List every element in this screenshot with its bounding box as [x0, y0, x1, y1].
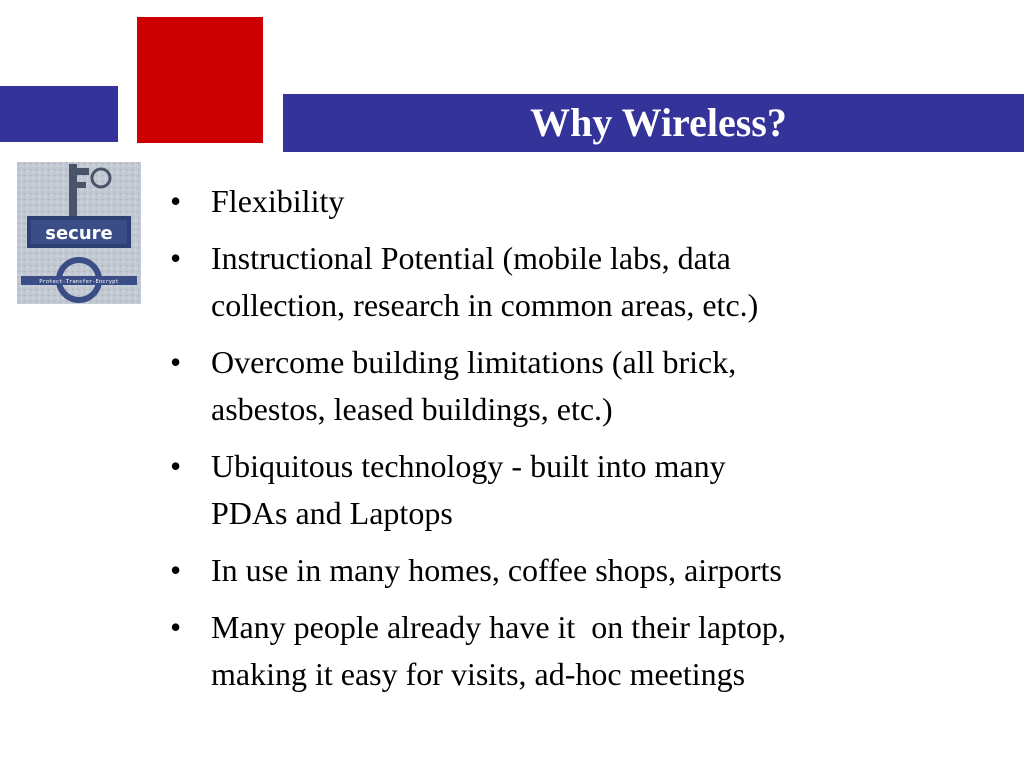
secure-logo [17, 162, 141, 304]
bullet-text-line: In use in many homes, coffee shops, airports [211, 552, 782, 588]
bullet-text-line: collection, research in common areas, etc.) [211, 287, 759, 323]
header-band-left [0, 86, 118, 142]
bullet-text-line: PDAs and Laptops [211, 495, 453, 531]
bullet-text-line: asbestos, leased buildings, etc.) [211, 391, 613, 427]
bullet-item [170, 235, 970, 329]
logo-caption: Protect-Transfer-Encrypt [39, 279, 119, 285]
logo-text: secure [45, 223, 113, 244]
bullet-item [170, 339, 970, 433]
bullet-dot: • [170, 552, 182, 588]
header-red-square [137, 17, 263, 143]
bullet-text-line: making it easy for visits, ad-hoc meetings [211, 656, 746, 692]
title-bar [283, 94, 1024, 152]
bullet-item [170, 178, 970, 225]
slide-title: Why Wireless? [530, 100, 787, 145]
bullet-text-line: Ubiquitous technology - built into many [211, 448, 726, 484]
bullet-text-line: Instructional Potential (mobile labs, data [211, 240, 731, 276]
bullet-dot: • [170, 344, 182, 380]
bullet-dot: • [170, 609, 182, 645]
bullet-list [170, 178, 970, 708]
bullet-item [170, 443, 970, 537]
bullet-dot: • [170, 448, 182, 484]
bullet-item [170, 604, 970, 698]
bullet-text-line: Overcome building limitations (all brick, [211, 344, 737, 380]
bullet-item [170, 547, 970, 594]
bullet-text-line: Many people already have it on their laptop, [211, 609, 786, 645]
bullet-text-line: Flexibility [211, 183, 345, 219]
bullet-dot: • [170, 240, 182, 276]
bullet-dot: • [170, 183, 182, 219]
